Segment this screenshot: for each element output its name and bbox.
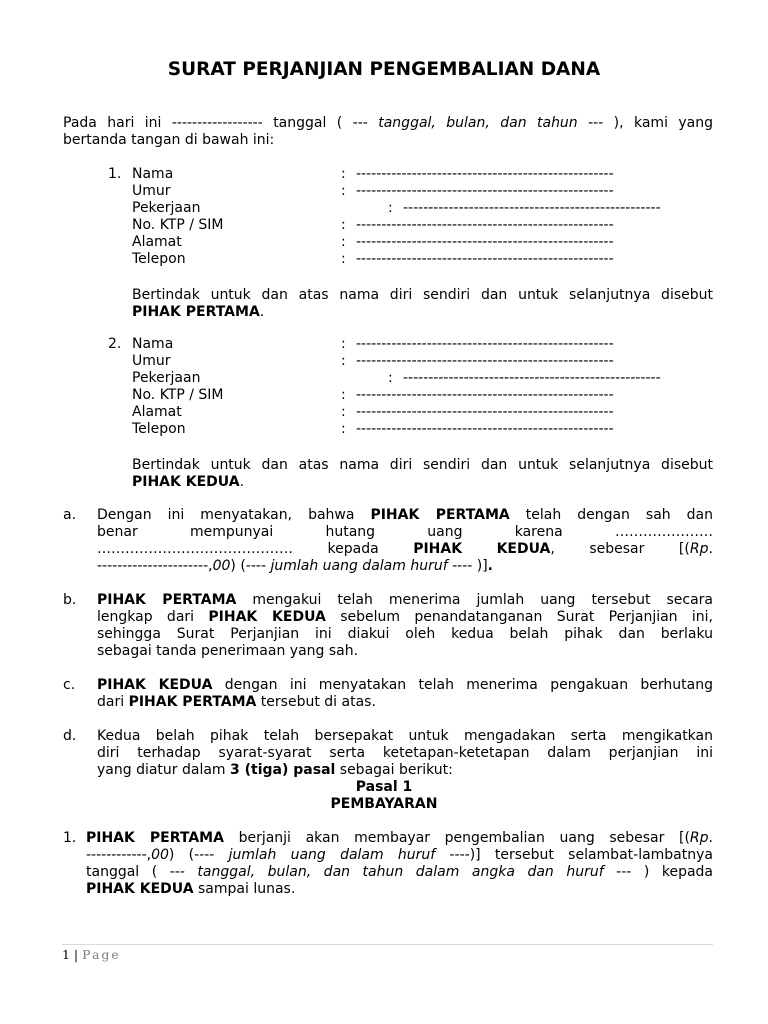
- party-1-number: 1.: [108, 166, 122, 182]
- party-1-field-label: Umur: [132, 183, 171, 199]
- party-1-field-colon: :: [341, 234, 346, 250]
- party-2-field-label: Alamat: [132, 404, 182, 420]
- party-2-designation: PIHAK KEDUA: [132, 474, 240, 490]
- party-2-field-colon: :: [341, 404, 346, 420]
- party-1-field-colon: :: [341, 166, 346, 182]
- clause-d-line-3: yang diatur dalam 3 (tiga) pasal sebagai berikut:: [97, 762, 453, 778]
- party-1-designation: PIHAK PERTAMA: [132, 304, 260, 320]
- clause-c-line-1: PIHAK KEDUA dengan ini menyatakan telah menerima pengakuan berhutang: [97, 677, 713, 693]
- party-1-field-blank: ---------------------------------------------------: [356, 217, 614, 233]
- party-1-field-blank: ---------------------------------------------------: [403, 200, 661, 216]
- pasal-1-item-1-line-3: tanggal ( --- tanggal, bulan, dan tahun dalam angka dan huruf --- ) kepada: [86, 864, 714, 880]
- party-2-designation-line-2: PIHAK KEDUA.: [132, 474, 245, 490]
- party-1-field-colon: :: [388, 200, 393, 216]
- clause-a-line-2: benar mempunyai hutang uang karena …………………: [97, 524, 713, 540]
- party-1-field-label: Nama: [132, 166, 174, 182]
- party-1-field-colon: :: [341, 251, 346, 267]
- party-1-field-label: Pekerjaan: [132, 200, 201, 216]
- party-1-field-label: No. KTP / SIM: [132, 217, 224, 233]
- page-footer: 1 | Page: [62, 947, 121, 962]
- party-1-field-blank: ---------------------------------------------------: [356, 234, 614, 250]
- party-1-designation-line-1: Bertindak untuk dan atas nama diri sendiri dan untuk selanjutnya disebut: [132, 287, 713, 303]
- party-1-field-blank: ---------------------------------------------------: [356, 251, 614, 267]
- party-2-field-colon: :: [341, 353, 346, 369]
- clause-b-line-4: sebagai tanda penerimaan yang sah.: [97, 643, 359, 659]
- party-2-field-blank: ---------------------------------------------------: [356, 404, 614, 420]
- pasal-1-title: Pasal 1: [355, 779, 413, 795]
- clause-c-line-2: dari PIHAK PERTAMA tersebut di atas.: [97, 694, 376, 710]
- party-2-designation-line-1: Bertindak untuk dan atas nama diri sendiri dan untuk selanjutnya disebut: [132, 457, 713, 473]
- party-2-field-blank: ---------------------------------------------------: [356, 336, 614, 352]
- clause-a-line-1: Dengan ini menyatakan, bahwa PIHAK PERTAMA telah dengan sah dan: [97, 507, 714, 523]
- clause-d-line-2: diri terhadap syarat-syarat serta ketetapan-ketetapan dalam perjanjian ini: [97, 745, 713, 761]
- clause-b-marker: b.: [63, 592, 77, 608]
- party-2-field-colon: :: [341, 336, 346, 352]
- document-title: SURAT PERJANJIAN PENGEMBALIAN DANA: [167, 59, 601, 80]
- pasal-1-item-1-line-2: ------------,00) (---- jumlah uang dalam huruf ----)] tersebut selambat-lambatnya: [86, 847, 713, 863]
- party-2-field-colon: :: [388, 370, 393, 386]
- party-2-field-label: Telepon: [132, 421, 186, 437]
- party-1-field-blank: ---------------------------------------------------: [356, 183, 614, 199]
- intro-line-2: bertanda tangan di bawah ini:: [63, 132, 275, 148]
- party-1-designation-line-2: PIHAK PERTAMA.: [132, 304, 265, 320]
- party-2-field-label: Nama: [132, 336, 174, 352]
- page-number: 1: [62, 947, 70, 962]
- party-2-field-colon: :: [341, 387, 346, 403]
- pasal-1-subtitle: PEMBAYARAN: [330, 796, 438, 812]
- page-label: Page: [82, 947, 121, 962]
- clause-a-marker: a.: [63, 507, 77, 523]
- party-2-field-colon: :: [341, 421, 346, 437]
- party-2-field-label: Umur: [132, 353, 171, 369]
- party-2-field-label: Pekerjaan: [132, 370, 201, 386]
- footer-divider: [62, 944, 713, 945]
- party-2-field-blank: ---------------------------------------------------: [356, 353, 614, 369]
- party-2-field-blank: ---------------------------------------------------: [403, 370, 661, 386]
- pasal-1-item-1-line-4: PIHAK KEDUA sampai lunas.: [86, 881, 296, 897]
- party-2-field-blank: ---------------------------------------------------: [356, 387, 614, 403]
- clause-b-line-1: PIHAK PERTAMA mengakui telah menerima jumlah uang tersebut secara: [97, 592, 713, 608]
- party-1-field-label: Alamat: [132, 234, 182, 250]
- party-1-field-blank: ---------------------------------------------------: [356, 166, 614, 182]
- pasal-1-item-1-marker: 1.: [63, 830, 77, 846]
- clause-b-line-3: sehingga Surat Perjanjian ini diakui oleh kedua belah pihak dan berlaku: [97, 626, 713, 642]
- clause-a-line-3: …………………………………… kepada PIHAK KEDUA, sebesar [(Rp.: [97, 541, 713, 557]
- clause-d-line-1: Kedua belah pihak telah bersepakat untuk mengadakan serta mengikatkan: [97, 728, 713, 744]
- party-2-number: 2.: [108, 336, 122, 352]
- clause-b-line-2: lengkap dari PIHAK KEDUA sebelum penandatanganan Surat Perjanjian ini,: [97, 609, 713, 625]
- pasal-1-item-1-line-1: PIHAK PERTAMA berjanji akan membayar pengembalian uang sebesar [(Rp.: [86, 830, 713, 846]
- party-1-field-label: Telepon: [132, 251, 186, 267]
- party-1-field-colon: :: [341, 183, 346, 199]
- party-2-field-label: No. KTP / SIM: [132, 387, 224, 403]
- clause-d-marker: d.: [63, 728, 77, 744]
- clause-c-marker: c.: [63, 677, 76, 693]
- intro-line-1: Pada hari ini ------------------ tanggal ( --- tanggal, bulan, dan tahun --- ), kami yang: [63, 115, 713, 131]
- clause-a-line-4: ----------------------,00) (---- jumlah uang dalam huruf ---- )].: [97, 558, 493, 574]
- party-1-field-colon: :: [341, 217, 346, 233]
- party-2-field-blank: ---------------------------------------------------: [356, 421, 614, 437]
